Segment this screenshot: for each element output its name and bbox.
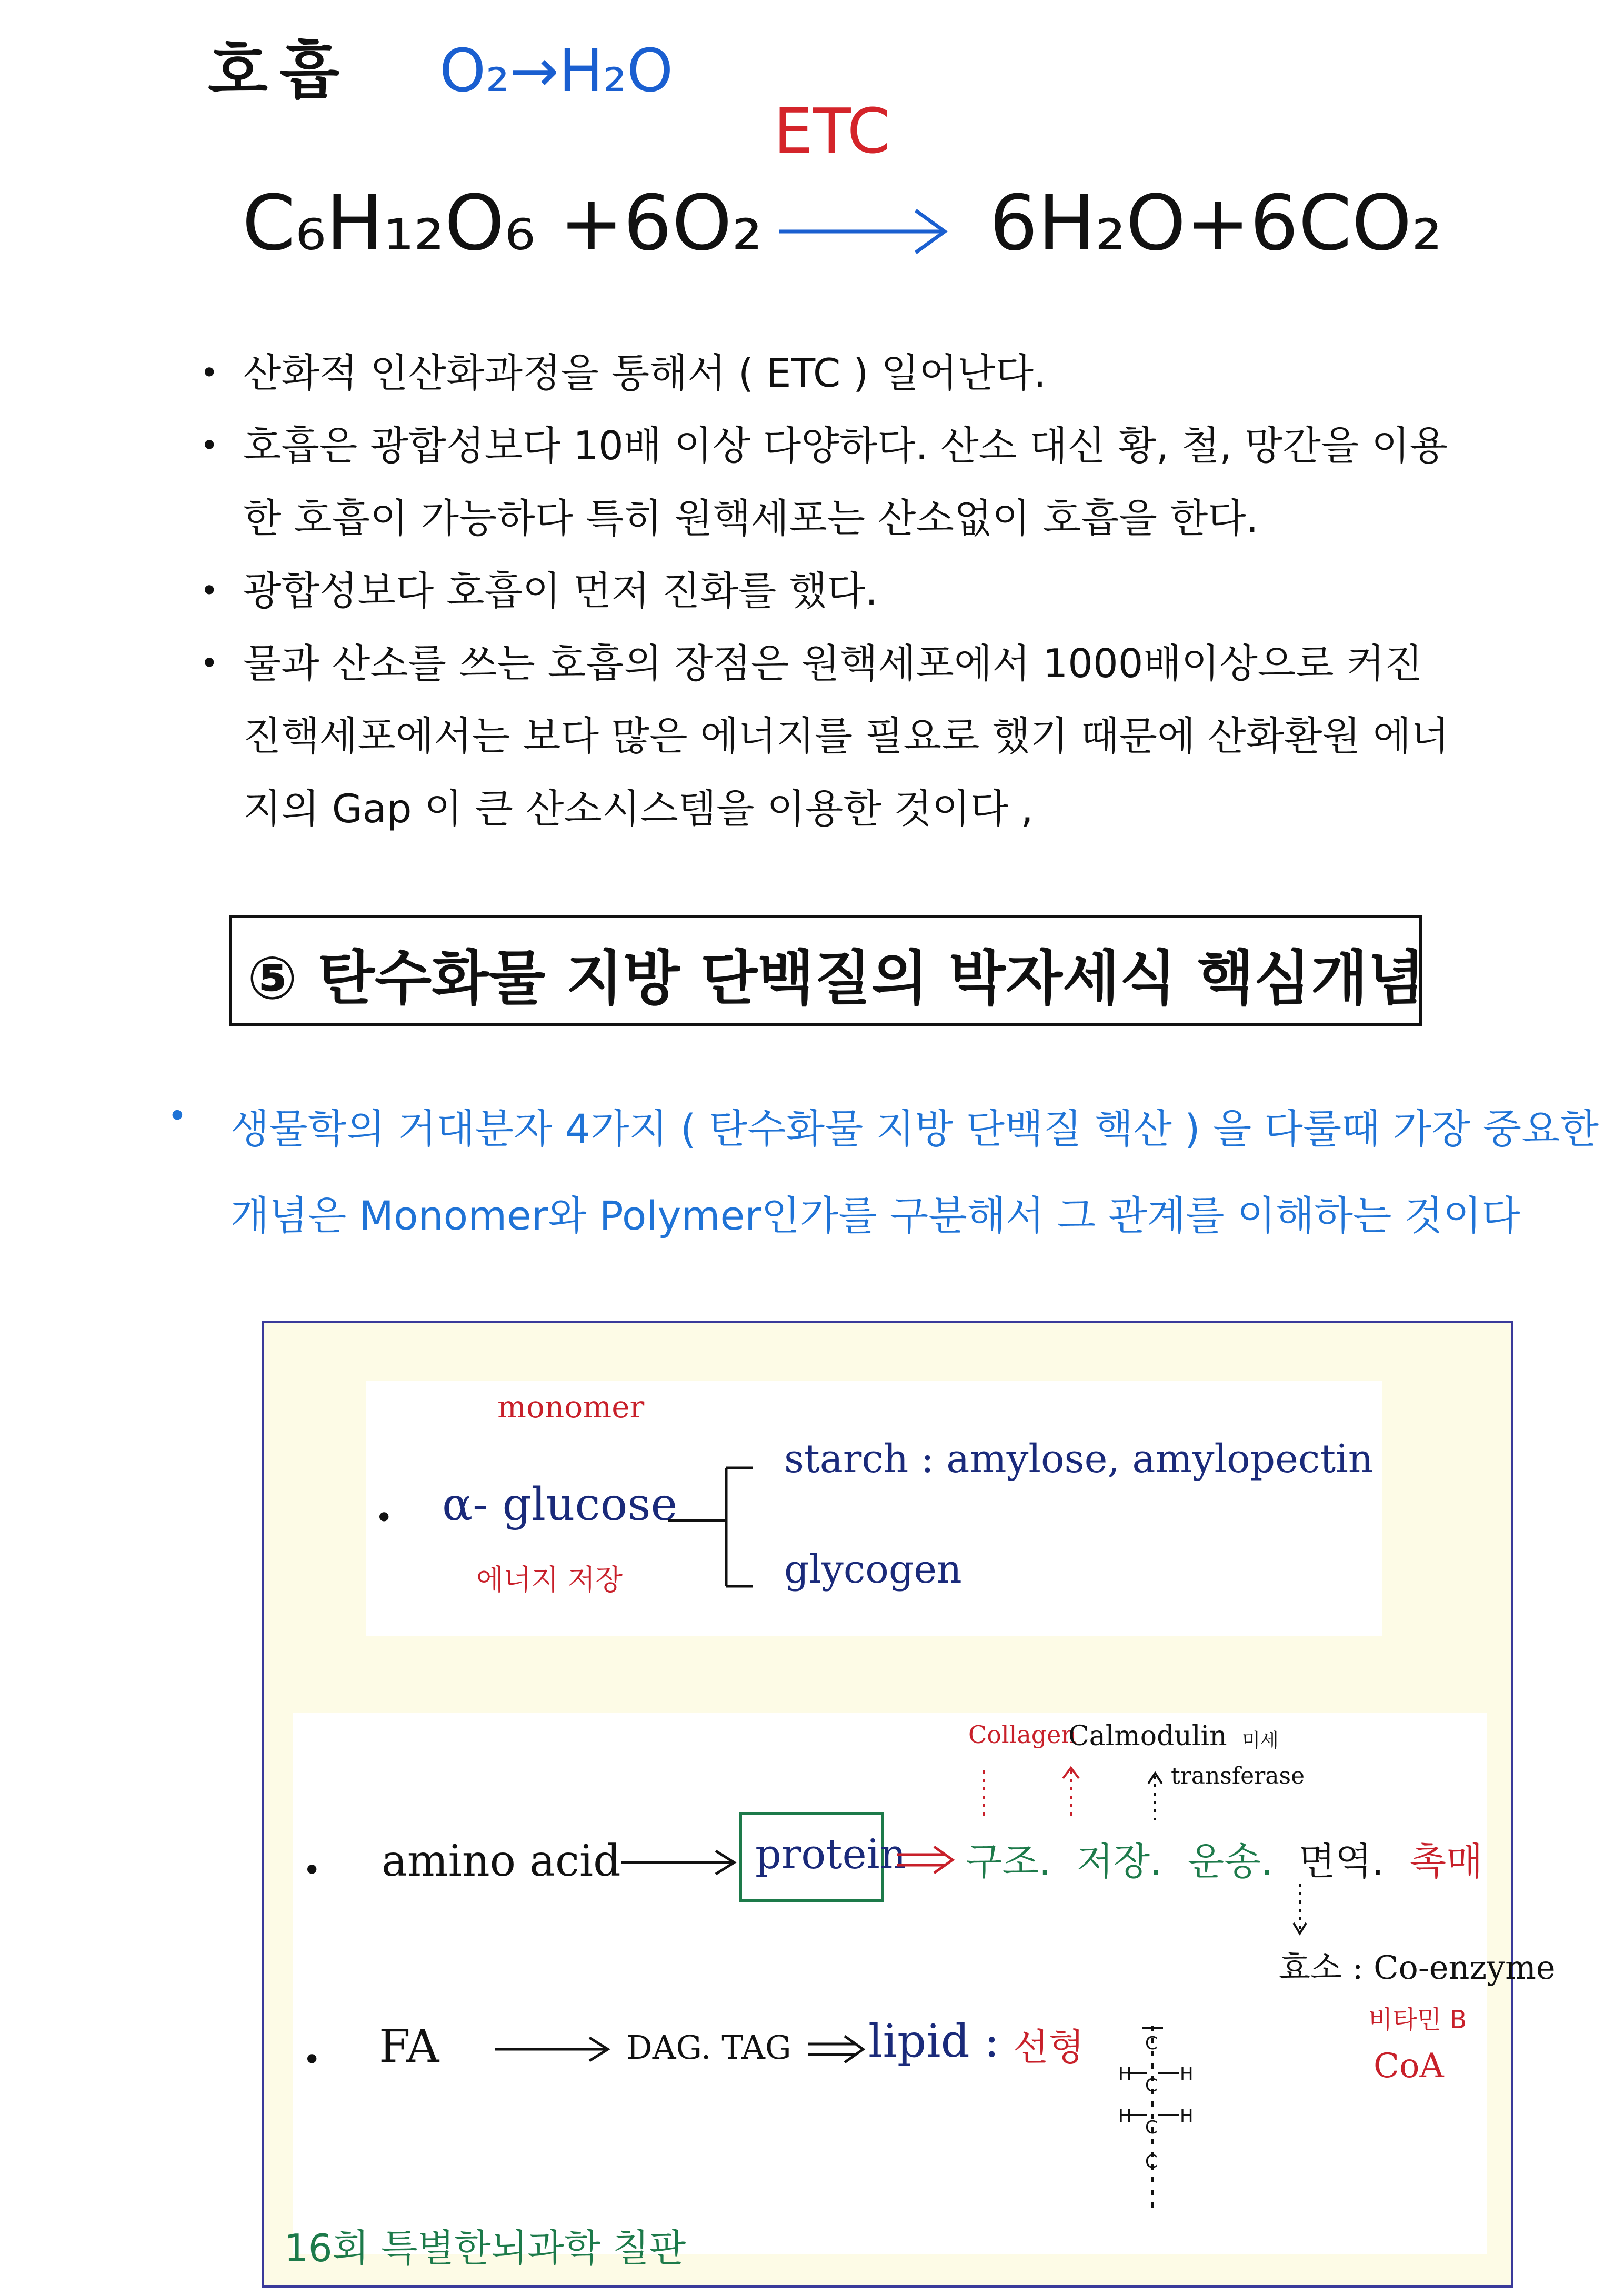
double-arrow-icon [805,2031,868,2068]
board-bullet-icon: • [375,1499,394,1536]
svg-text:H: H [1180,2106,1194,2127]
formula-oxygen-to-water: O₂→H₂O [439,37,674,105]
lipid-label: lipid : [868,2015,999,2068]
glycogen-label: glycogen [784,1547,962,1592]
enzyme-label: 효소 : Co-enzyme [1279,1948,1556,1987]
vitamin-label: 비타민 B [1368,2005,1467,2035]
blue-bullet-line-2: 개념은 Monomer와 Polymer인가를 구분해서 그 관계를 이해하는 것이다 [230,1192,1520,1239]
bullet-item: • 물과 산소를 쓰는 호흡의 장점은 원핵세포에서 1000배이상으로 커진 [200,627,1495,700]
function-structure: 구조. [966,1839,1051,1884]
double-arrow-icon [895,1841,958,1878]
collagen-label: Collagen [968,1720,1077,1749]
calmodulin-label: Calmodulin [1068,1720,1227,1752]
protein-label: protein [755,1831,906,1878]
carbon-chain-structure-icon [1100,2005,1210,2225]
equation-reactants: C₆H₁₂O₆ +6O₂ [242,179,763,268]
transferase-label: transferase [1171,1763,1305,1789]
page-title: 호흡 [208,35,351,107]
svg-text:C: C [1145,2033,1158,2054]
bullet-item-continuation: 진핵세포에서는 보다 많은 에너지를 필요로 했기 때문에 산화환원 에너 [243,713,1449,759]
bullet-list [200,337,1495,845]
bullet-item: • 산화적 인산화과정을 통해서 ( ETC ) 일어난다. [200,337,1495,409]
bullet-item-continuation: 지의 Gap 이 큰 산소시스템을 이용한 것이다 , [243,786,1034,832]
board-credit: 16회 특별한뇌과학 칠판 [284,2226,686,2270]
branch-bracket-icon [668,1457,758,1599]
function-pointer-arrows-icon [979,1760,1168,1823]
board-bullet-icon: • [303,1852,322,1889]
glucose-label: α- glucose [442,1478,678,1531]
misc-note: 미세 [1242,1730,1279,1751]
function-catalysis: 촉매 [1409,1839,1483,1884]
bullet-dot-icon: • [167,1097,187,1136]
svg-text:H: H [1118,2106,1132,2127]
reaction-arrow-icon [774,200,953,263]
function-transport: 운송. [1187,1839,1273,1884]
svg-text:H: H [1180,2063,1194,2084]
svg-text:C: C [1145,2075,1158,2096]
linear-label: 선형 [1013,2026,1085,2069]
equation-products: 6H₂O+6CO₂ [989,179,1442,268]
etc-label: ETC [774,95,891,167]
svg-text:C: C [1145,2151,1158,2172]
amino-acid-label: amino acid [382,1836,621,1886]
bullet-item: • 광합성보다 호흡이 먼저 진화를 했다. [200,555,1495,627]
section-heading: ⑤ 탄수화물 지방 단백질의 박자세식 핵심개념 [247,944,1425,1013]
dag-tag-label: DAG. TAG [626,2028,791,2067]
starch-label: starch : amylose, amylopectin [784,1436,1374,1482]
function-immunity: 면역. [1298,1839,1384,1884]
glucose-note: 에너지 저장 [476,1563,623,1596]
catalysis-down-arrow-icon [1289,1881,1310,1939]
svg-text:C: C [1145,2117,1158,2138]
arrow-right-icon [492,2028,613,2070]
monomer-label: monomer [497,1389,645,1425]
arrow-right-icon [618,1841,739,1884]
function-storage: 저장. [1076,1839,1162,1884]
bullet-item-continuation: 한 호흡이 가능하다 특히 원핵세포는 산소없이 호흡을 한다. [243,495,1259,541]
protein-functions [966,1831,1483,1886]
fa-label: FA [379,2020,439,2073]
svg-text:H: H [1118,2063,1132,2084]
bullet-item: • 호흡은 광합성보다 10배 이상 다양하다. 산소 대신 황, 철, 망간을 이용 [200,409,1495,482]
blue-bullet-line-1: 생물학의 거대분자 4가지 ( 탄수화물 지방 단백질 핵산 ) 을 다룰때 가장 중요한 [230,1105,1599,1152]
board-bullet-icon: • [303,2041,322,2078]
coa-label: CoA [1374,2047,1444,2086]
